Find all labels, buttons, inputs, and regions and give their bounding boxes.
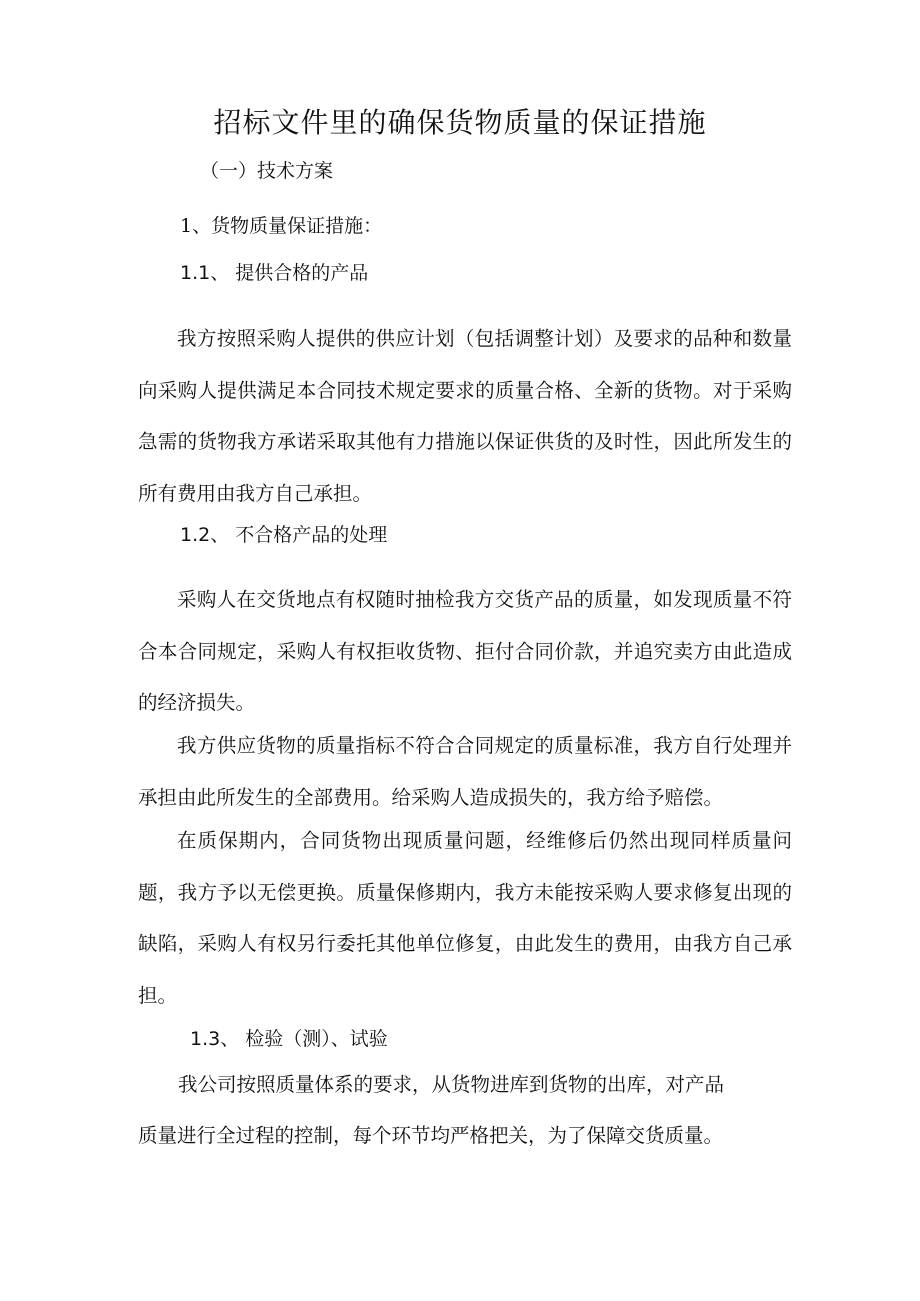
item-1-3-label: 、 检验（测）、试验 xyxy=(220,1028,388,1050)
paragraph-qualified-products: 我方按照采购人提供的供应计划（包括调整计划）及要求的品种和数量向采购人提供满足本合同技术规定要求的质量合格、全新的货物。对于采购急需的货物我方承诺采取其他有力措施以保证供货的及时性，因此所发生的所有费用由我方自己承担。 xyxy=(138,327,792,505)
item-1-3-number: 1.3 xyxy=(190,1028,221,1050)
item-1-1-label: 、 提供合格的产品 xyxy=(210,262,369,284)
paragraph-quality-system-line-2: 质量进行全过程的控制，每个环节均严格把关，为了保障交货质量。 xyxy=(138,1124,724,1147)
item-1-heading: 1、货物质量保证措施： xyxy=(180,215,383,237)
item-1-3-heading xyxy=(190,1025,388,1053)
paragraph-warranty-replacement: 在质保期内，合同货物出现质量问题，经维修后仍然出现同样质量问题，我方予以无偿更换。质量保修期内，我方未能按采购人要求修复出现的缺陷，采购人有权另行委托其他单位修复，由此发生的费用，由我方自己承担。 xyxy=(138,829,792,1007)
paragraph-nonconformity-costs: 我方供应货物的质量指标不符合合同规定的质量标准，我方自行处理并承担由此所发生的全部费用。给采购人造成损失的，我方给予赔偿。 xyxy=(138,734,792,809)
item-1-2-label: 、 不合格产品的处理 xyxy=(210,524,388,546)
item-1-1-heading xyxy=(180,259,368,287)
document-title: 招标文件里的确保货物质量的保证措施 xyxy=(213,106,707,139)
paragraph-quality-system-line-1: 我公司按照质量体系的要求，从货物进库到货物的出库，对产品 xyxy=(178,1073,725,1096)
item-1-1-number: 1.1 xyxy=(180,262,211,284)
section-heading-technical-plan: （一）技术方案 xyxy=(200,160,334,182)
item-1-2-number: 1.2 xyxy=(180,524,211,546)
item-1-2-heading xyxy=(180,521,387,549)
paragraph-inspection-rights: 采购人在交货地点有权随时抽检我方交货产品的质量，如发现质量不符合本合同规定，采购人有权拒收货物、拒付合同价款，并追究卖方由此造成的经济损失。 xyxy=(138,588,792,714)
